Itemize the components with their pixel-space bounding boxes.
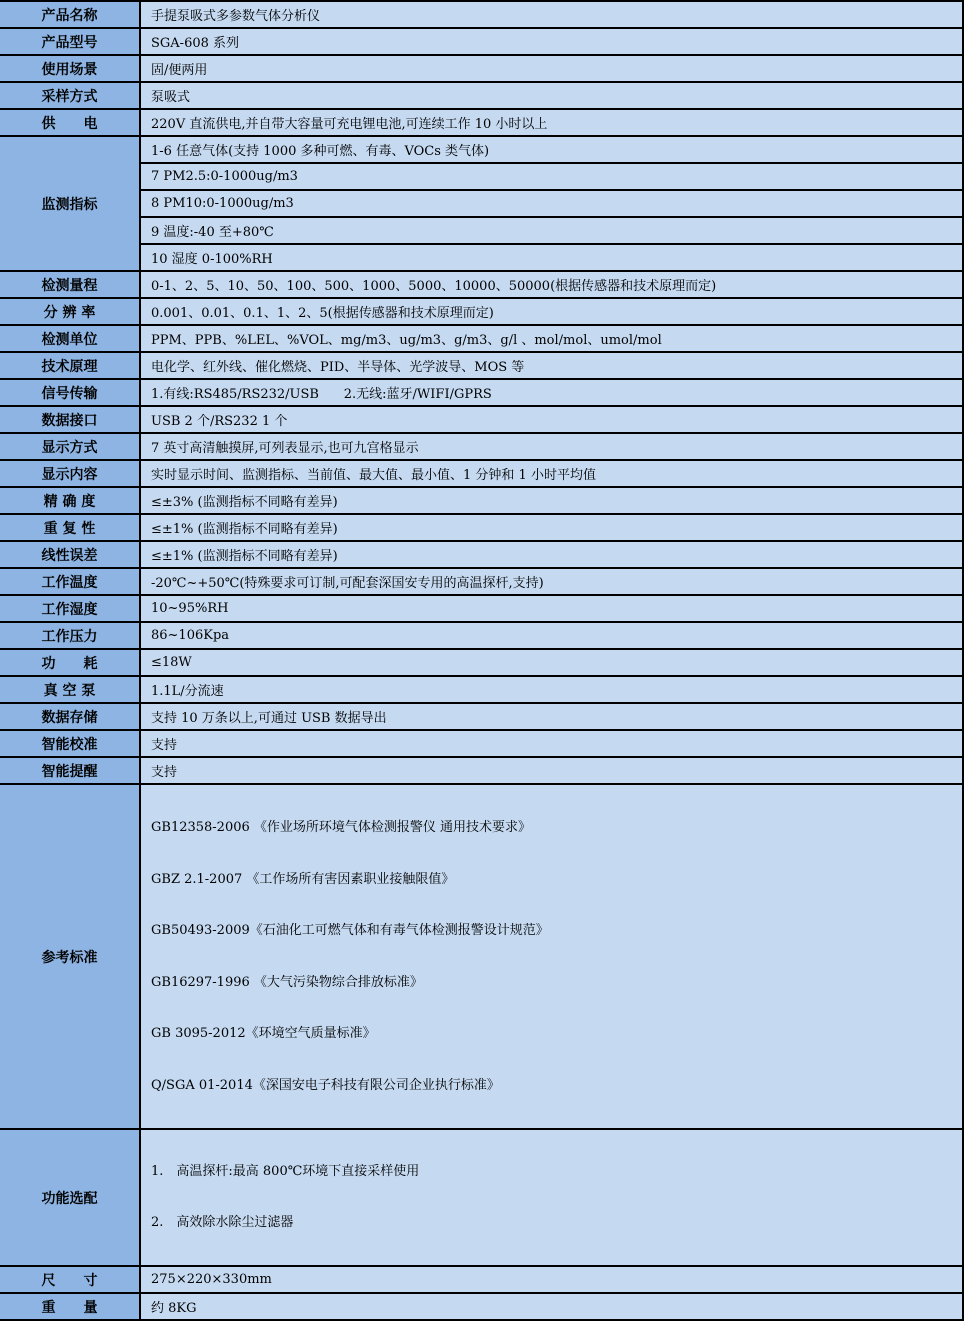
row-value: 220V 直流供电,并自带大容量可充电锂电池,可连续工作 10 小时以上 (140, 109, 963, 136)
table-row-vacuum-pump (0, 676, 963, 703)
row-label: 工作湿度 (0, 595, 140, 622)
row-value: 支持 (140, 730, 963, 757)
row-label: 监测指标 (0, 136, 140, 271)
row-value: -20℃~+50℃(特殊要求可订制,可配套深国安专用的高温探杆,支持) (140, 568, 963, 595)
row-value: 固/便两用 (140, 55, 963, 82)
row-value-multiline (140, 1129, 963, 1266)
row-label: 线性误差 (0, 541, 140, 568)
table-row-data-storage (0, 703, 963, 730)
row-label: 技术原理 (0, 352, 140, 379)
table-row-smart-calibration (0, 730, 963, 757)
table-row-weight (0, 1293, 963, 1320)
table-row-detection-unit (0, 325, 963, 352)
row-label: 显示方式 (0, 433, 140, 460)
row-value: 0-1、2、5、10、50、100、500、1000、5000、10000、50000(根据传感器和技术原理而定) (140, 271, 963, 298)
row-value: 275×220×330mm (140, 1266, 963, 1293)
row-label: 工作压力 (0, 622, 140, 649)
table-row-data-interface (0, 406, 963, 433)
row-label: 数据存储 (0, 703, 140, 730)
table-row-product-model (0, 28, 963, 55)
table-row-signal-transmission (0, 379, 963, 406)
table-row-power-supply (0, 109, 963, 136)
option-line: 1. 高温探杆:最高 800℃环境下直接采样使用 (151, 1164, 420, 1179)
table-row-accuracy (0, 487, 963, 514)
table-subrow (0, 244, 963, 271)
row-subvalue: 9 温度:-40 至+80℃ (140, 217, 963, 244)
row-label: 产品型号 (0, 28, 140, 55)
row-label: 尺 寸 (0, 1266, 140, 1293)
standard-line: GB 3095-2012《环境空气质量标准》 (151, 1026, 376, 1041)
row-label: 检测量程 (0, 271, 140, 298)
table-row-repeatability (0, 514, 963, 541)
row-value: 支持 10 万条以上,可通过 USB 数据导出 (140, 703, 963, 730)
row-value: 支持 (140, 757, 963, 784)
row-subvalue: 1-6 任意气体(支持 1000 多种可燃、有毒、VOCs 类气体) (140, 136, 963, 163)
row-label: 真 空 泵 (0, 676, 140, 703)
option-line: 2. 高效除水除尘过滤器 (151, 1214, 294, 1230)
row-value: 泵吸式 (140, 82, 963, 109)
row-label: 使用场景 (0, 55, 140, 82)
standard-line: GB12358-2006 《作业场所环境气体检测报警仪 通用技术要求》 (151, 820, 532, 835)
row-label: 分 辨 率 (0, 298, 140, 325)
row-label: 重 量 (0, 1293, 140, 1320)
table-row-working-humidity (0, 595, 963, 622)
row-value: ≤±3% (监测指标不同略有差异) (140, 487, 963, 514)
row-label: 产品名称 (0, 1, 140, 28)
row-label: 供 电 (0, 109, 140, 136)
row-value: ≤18W (140, 649, 963, 676)
row-value: PPM、PPB、%LEL、%VOL、mg/m3、ug/m3、g/m3、g/l 、mol/mol、umol/mol (140, 325, 963, 352)
row-value: 1.有线:RS485/RS232/USB 2.无线:蓝牙/WIFI/GPRS (140, 379, 963, 406)
table-row-monitoring-indicators (0, 136, 963, 163)
standard-line: GB16297-1996 《大气污染物综合排放标准》 (151, 974, 423, 990)
row-subvalue: 8 PM10:0-1000ug/m3 (140, 190, 963, 217)
row-value: SGA-608 系列 (140, 28, 963, 55)
row-label: 精 确 度 (0, 487, 140, 514)
table-row-product-name (0, 1, 963, 28)
row-label: 信号传输 (0, 379, 140, 406)
table-row-smart-reminder (0, 757, 963, 784)
row-value: 约 8KG (140, 1293, 963, 1320)
row-value: 7 英寸高清触摸屏,可列表显示,也可九宫格显示 (140, 433, 963, 460)
table-row-display-mode (0, 433, 963, 460)
row-value: USB 2 个/RS232 1 个 (140, 406, 963, 433)
table-row-dimensions (0, 1266, 963, 1293)
row-label: 工作温度 (0, 568, 140, 595)
row-label: 采样方式 (0, 82, 140, 109)
row-subvalue: 7 PM2.5:0-1000ug/m3 (140, 163, 963, 190)
row-label: 数据接口 (0, 406, 140, 433)
row-value: 86~106Kpa (140, 622, 963, 649)
row-label: 参考标准 (0, 784, 140, 1129)
table-row-optional-functions (0, 1129, 963, 1266)
standard-line: GBZ 2.1-2007 《工作场所有害因素职业接触限值》 (151, 871, 455, 887)
row-value: 电化学、红外线、催化燃烧、PID、半导体、光学波导、MOS 等 (140, 352, 963, 379)
row-value: 实时显示时间、监测指标、当前值、最大值、最小值、1 分钟和 1 小时平均值 (140, 460, 963, 487)
table-row-resolution (0, 298, 963, 325)
table-subrow (0, 163, 963, 190)
table-row-sampling-method (0, 82, 963, 109)
row-value: ≤±1% (监测指标不同略有差异) (140, 541, 963, 568)
row-value: 10~95%RH (140, 595, 963, 622)
table-row-technical-principle (0, 352, 963, 379)
table-row-display-content (0, 460, 963, 487)
row-value: 手提泵吸式多参数气体分析仪 (140, 1, 963, 28)
row-value: 1.1L/分流速 (140, 676, 963, 703)
table-row-usage-scene (0, 55, 963, 82)
row-value: 0.001、0.01、0.1、1、2、5(根据传感器和技术原理而定) (140, 298, 963, 325)
table-row-linearity-error (0, 541, 963, 568)
row-label: 重 复 性 (0, 514, 140, 541)
row-label: 智能提醒 (0, 757, 140, 784)
row-label: 功 耗 (0, 649, 140, 676)
row-subvalue: 10 湿度 0-100%RH (140, 244, 963, 271)
table-row-reference-standards (0, 784, 963, 1129)
table-subrow (0, 217, 963, 244)
standard-line: GB50493-2009《石油化工可燃气体和有毒气体检测报警设计规范》 (151, 923, 549, 938)
row-value: ≤±1% (监测指标不同略有差异) (140, 514, 963, 541)
table-row-power-consumption (0, 649, 963, 676)
row-label: 功能选配 (0, 1129, 140, 1266)
standard-line: Q/SGA 01-2014《深国安电子科技有限公司企业执行标准》 (151, 1077, 500, 1093)
row-value-multiline (140, 784, 963, 1129)
row-label: 检测单位 (0, 325, 140, 352)
row-label: 显示内容 (0, 460, 140, 487)
table-subrow (0, 190, 963, 217)
table-row-working-pressure (0, 622, 963, 649)
table-row-working-temperature (0, 568, 963, 595)
table-row-detection-range (0, 271, 963, 298)
row-label: 智能校准 (0, 730, 140, 757)
